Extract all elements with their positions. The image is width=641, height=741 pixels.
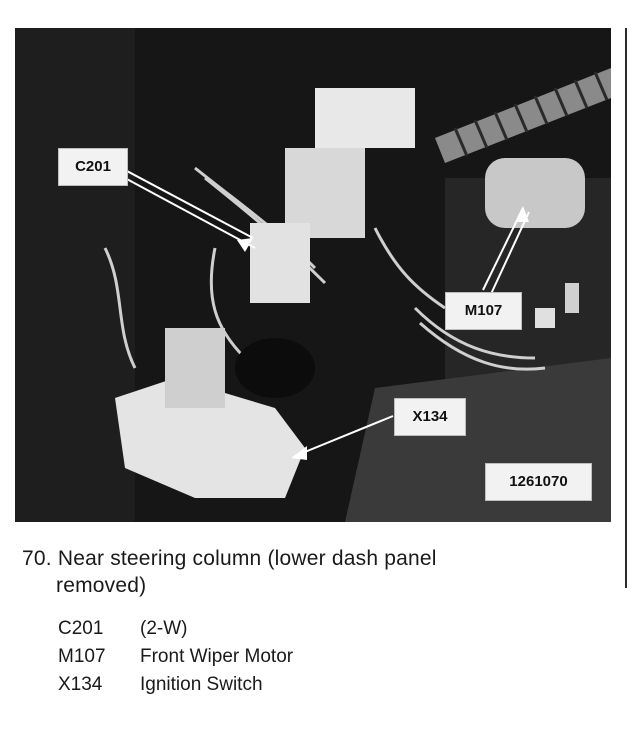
legend-description: Front Wiper Motor (140, 646, 294, 667)
steering-column-photo (15, 28, 611, 522)
legend-description: (2-W) (140, 618, 188, 639)
legend-code: C201 (58, 618, 104, 639)
legend-row (58, 615, 293, 643)
caption-line-1: Near steering column (lower dash panel (57, 547, 437, 570)
connector-legend (58, 615, 293, 699)
legend-code: M107 (58, 646, 106, 667)
figure-id-label: 1261070 (485, 463, 592, 501)
photo-illustration (15, 28, 611, 522)
legend-row (58, 671, 293, 699)
figure-caption (22, 545, 437, 599)
page-edge-rule (625, 28, 627, 588)
callout-m107: M107 (445, 292, 522, 330)
callout-x134: X134 (394, 398, 466, 436)
legend-row (58, 643, 293, 671)
legend-code: X134 (58, 674, 103, 695)
callout-c201: C201 (58, 148, 128, 186)
caption-number: 70. (22, 547, 52, 570)
legend-description: Ignition Switch (140, 674, 263, 695)
caption-line-2: removed) (56, 574, 147, 597)
